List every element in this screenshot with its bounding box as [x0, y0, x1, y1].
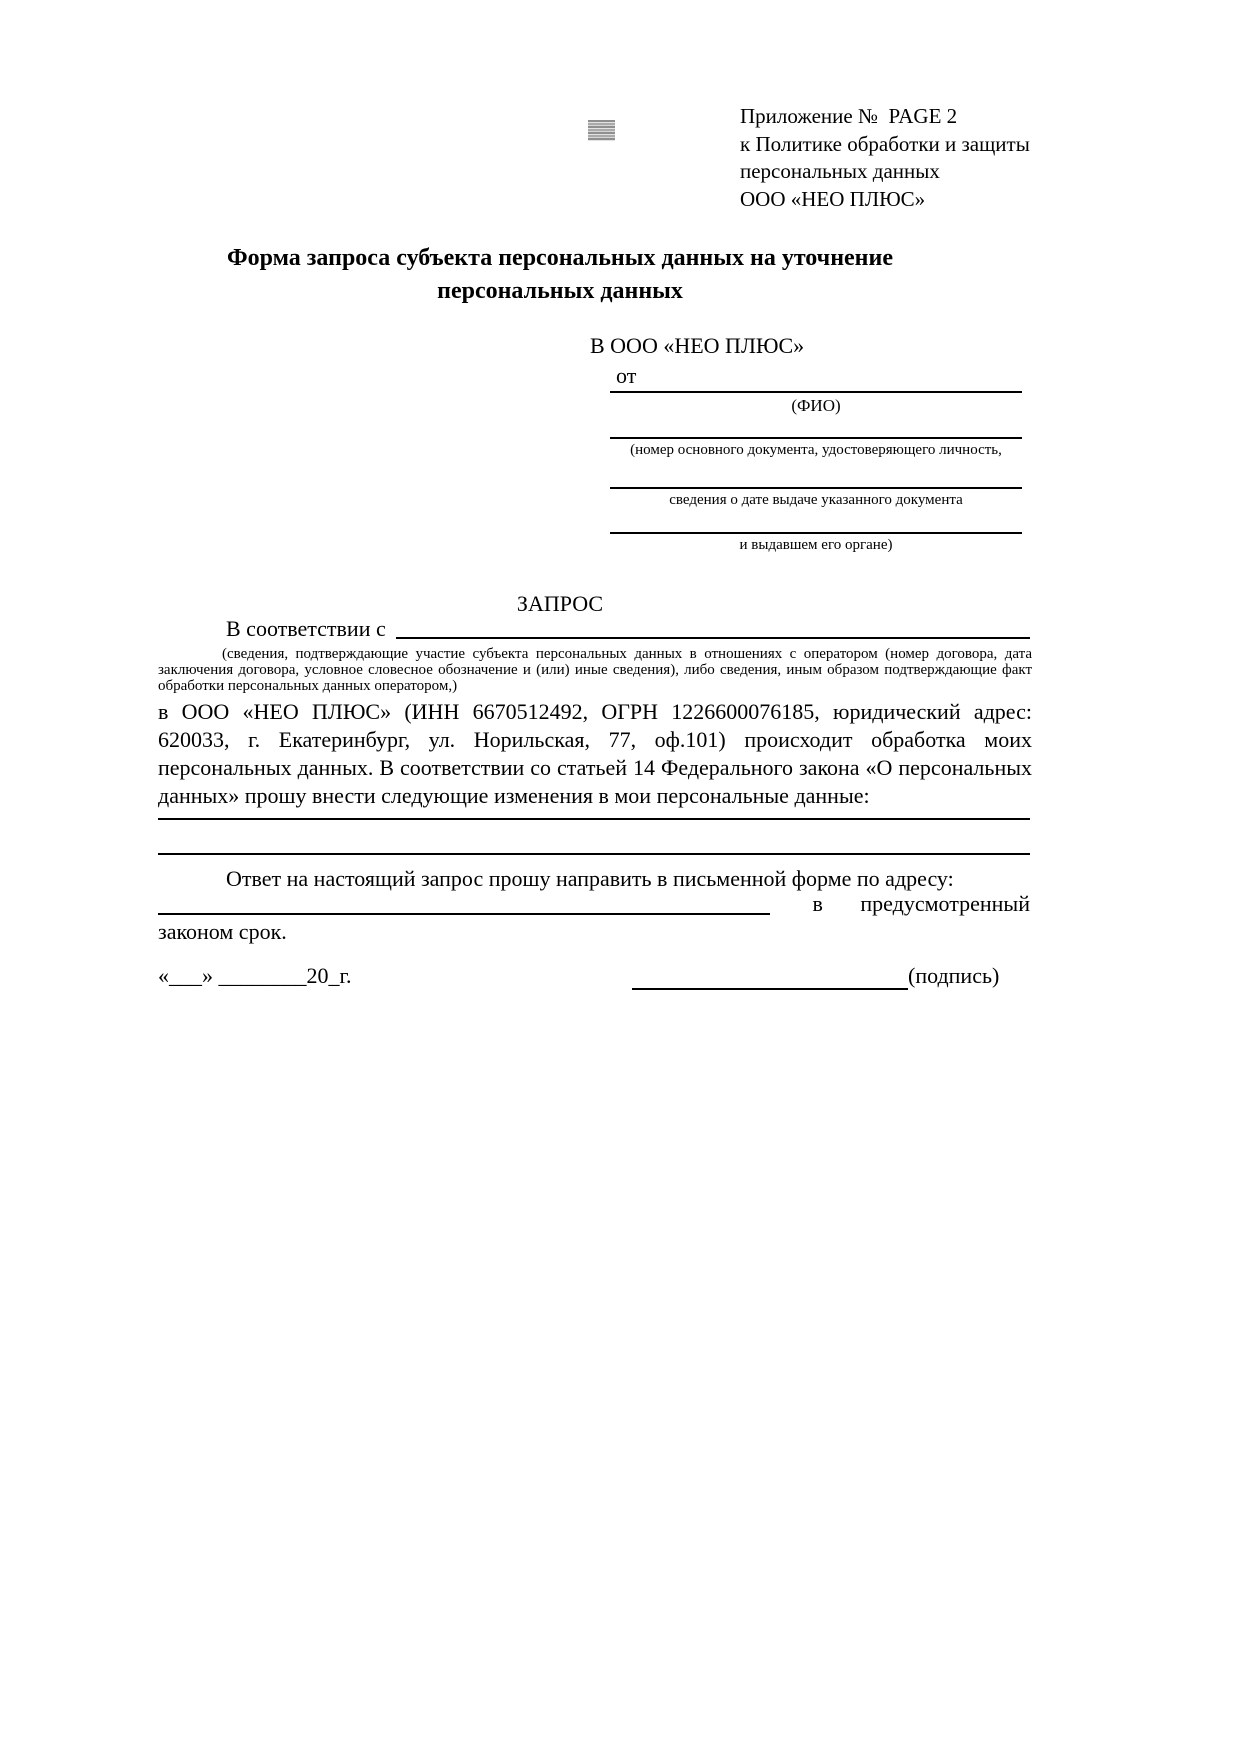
signature-blank-line	[632, 988, 908, 990]
from-label: от	[616, 363, 637, 388]
fio-blank-line	[610, 391, 1022, 393]
document-title	[120, 242, 1000, 308]
document-title-line1: Форма запроса субъекта персональных данных на уточнение	[227, 245, 893, 271]
appendix-header-line: к Политике обработки и защиты	[740, 131, 1030, 156]
field-code-icon	[588, 120, 615, 141]
reply-sentence: Ответ на настоящий запрос прошу направить в письменной форме по адресу:	[226, 866, 954, 891]
fine-print-note: (сведения, подтверждающие участие субъекта персональных данных в отношениях с оператором (номер договора, дата заключения договора, условное словесное обозначение и (или) иные сведения), либо сведения, иным образом подтверждающие факт обработки персональных данных оператором,)	[158, 646, 1032, 694]
fio-caption: (ФИО)	[791, 396, 841, 415]
reply-closing: законом срок.	[158, 919, 287, 944]
addressee-line: В ООО «НЕО ПЛЮС»	[590, 333, 805, 358]
reply-tail: в предусмотренный	[812, 891, 1030, 916]
changes-blank-line-2	[158, 853, 1030, 855]
document-title-line2: персональных данных	[437, 278, 683, 304]
appendix-header-line: ООО «НЕО ПЛЮС»	[740, 186, 926, 211]
doc-number-caption: (номер основного документа, удостоверяющего личность,	[630, 442, 1002, 458]
intro-row	[158, 617, 1030, 641]
date-blank: «___» ________20_г.	[158, 963, 352, 988]
appendix-header-line: персональных данных	[740, 159, 940, 183]
intro-blank-line	[396, 617, 1030, 639]
request-heading: ЗАПРОС	[516, 591, 604, 616]
intro-text: В соответствии с	[226, 616, 386, 641]
issuing-authority-blank-line	[610, 532, 1022, 534]
issue-date-blank-line	[610, 487, 1022, 489]
changes-blank-line-1	[158, 818, 1030, 820]
request-body: в ООО «НЕО ПЛЮС» (ИНН 6670512492, ОГРН 1226600076185, юридический адрес: 620033, г. Екатеринбург, ул. Норильская, 77, оф.101) происходит обработка моих персональных данных. В соответствии со статьей 14 Федерального закона «О персональных данных» прошу внести следующие изменения в мои персональные данные:	[158, 699, 1032, 808]
appendix-header-line: Приложение № PAGE 2	[740, 104, 958, 128]
doc-number-blank-line	[610, 437, 1022, 439]
issuing-authority-caption: и выдавшем его органе)	[739, 537, 893, 553]
address-blank-line	[158, 913, 770, 915]
issue-date-caption: сведения о дате выдаче указанного документа	[669, 492, 963, 508]
signature-caption: (подпись)	[908, 963, 1000, 988]
appendix-header	[740, 103, 1030, 213]
